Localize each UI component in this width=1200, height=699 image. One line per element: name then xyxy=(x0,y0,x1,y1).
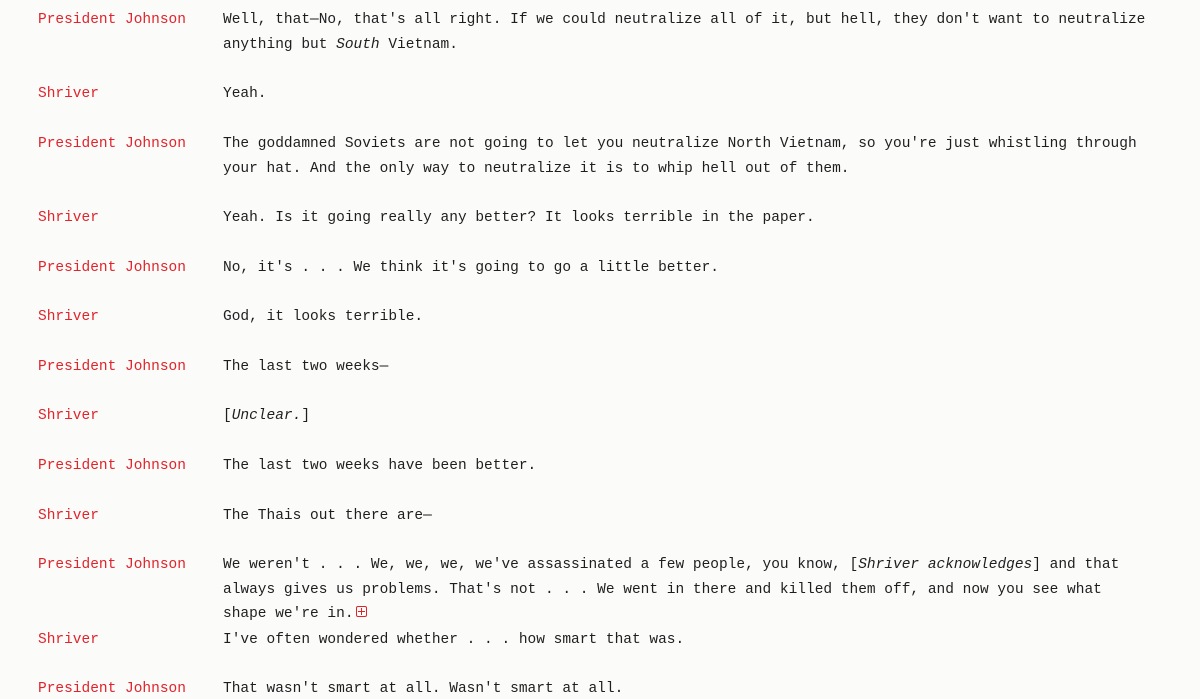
emphasis: Unclear. xyxy=(231,408,302,424)
speech-text: The goddamned Soviets are not going to let you neutralize North Vietnam, so you're just whistling through your hat. And the only way to neutralize it is to whip hell out of them. xyxy=(223,136,1137,177)
speaker-name: Shriver xyxy=(38,86,99,102)
speaker-name: President Johnson xyxy=(38,458,186,474)
speech-text: Yeah. Is it going really any better? It looks terrible in the paper. xyxy=(223,210,815,226)
speech-text: The last two weeks have been better. xyxy=(223,458,537,474)
speaker-name: Shriver xyxy=(38,210,99,226)
speech-text: The Thais out there are— xyxy=(223,508,432,524)
speaker-name: Shriver xyxy=(38,632,99,648)
speaker-name: Shriver xyxy=(38,508,99,524)
speech-text: No, it's . . . We think it's going to go a little better. xyxy=(223,260,719,276)
speaker-name: President Johnson xyxy=(38,557,186,573)
speaker-name: President Johnson xyxy=(38,260,186,276)
emphasis: Shriver acknowledges xyxy=(858,557,1033,573)
speech-text: God, it looks terrible. xyxy=(223,309,424,325)
speaker-name: President Johnson xyxy=(38,359,186,375)
speaker-name: President Johnson xyxy=(38,12,186,28)
speaker-name: President Johnson xyxy=(38,136,186,152)
speech-text: We weren't . . . We, we, we, we've assassinated a few people, you know, [Shriver acknowledges] and that always gives us problems. That's not . . . We went in there and killed them off, and now you see what shape we're in. xyxy=(223,557,1120,622)
emphasis: South xyxy=(336,36,380,53)
speech-text: [Unclear.] xyxy=(223,408,311,424)
speech-text: The last two weeks— xyxy=(223,359,389,375)
speaker-name: Shriver xyxy=(38,309,99,325)
speech-text: Yeah. xyxy=(223,86,267,102)
speaker-name: President Johnson xyxy=(38,681,186,697)
speaker-name: Shriver xyxy=(38,408,99,424)
speech-text: That wasn't smart at all. Wasn't smart at all. xyxy=(223,681,624,697)
speech-text: Well, that—No, that's all right. If we could neutralize all of it, but hell, they don't want to neutralize anything but South Vietnam. xyxy=(223,12,1146,53)
speech-text: I've often wondered whether . . . how smart that was. xyxy=(223,632,685,648)
expand-note-icon[interactable] xyxy=(356,606,367,617)
